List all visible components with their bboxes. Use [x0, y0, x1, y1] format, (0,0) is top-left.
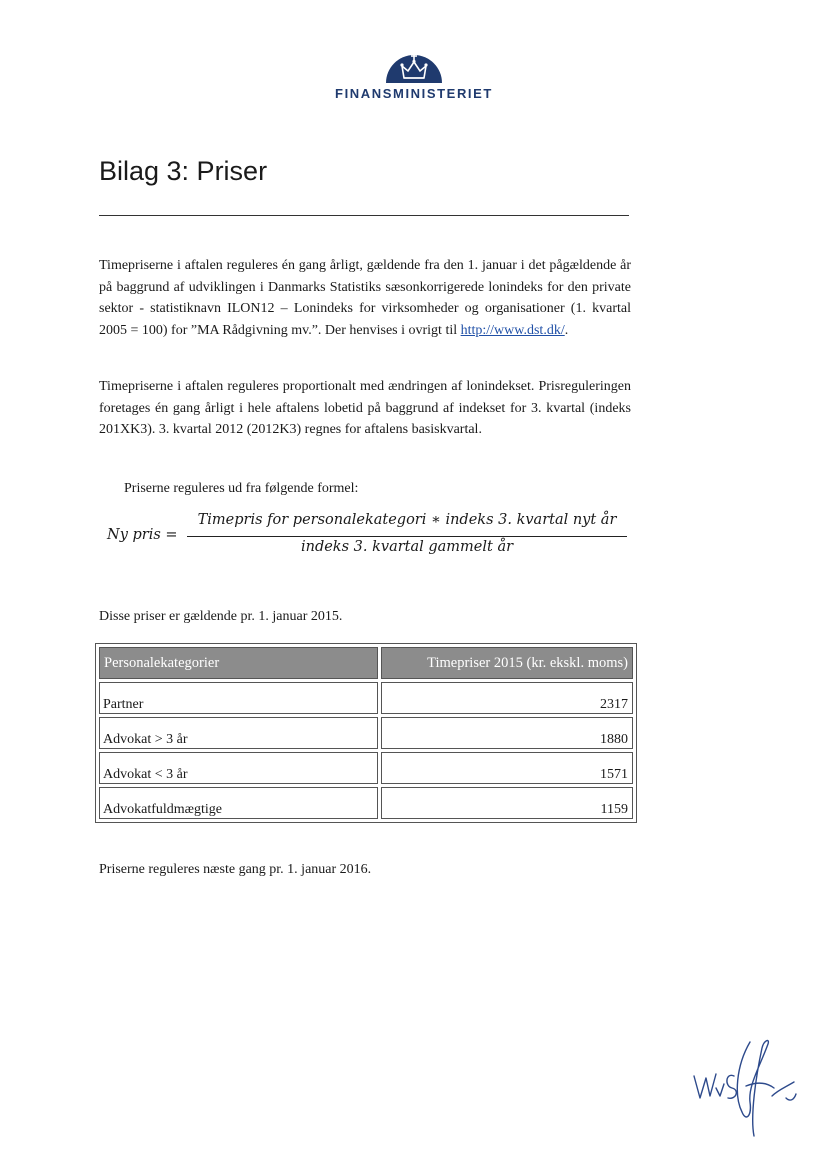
title-divider	[99, 215, 629, 216]
paragraph-formula-intro: Priserne reguleres ud fra følgende formel:	[124, 481, 359, 496]
row-price: 1880	[381, 717, 633, 749]
dst-link[interactable]: http://www.dst.dk/	[460, 322, 565, 338]
header-logo	[0, 48, 828, 101]
column-header-price: Timepriser 2015 (kr. ekskl. moms)	[381, 647, 633, 679]
formula-denominator: indeks 3. kvartal gammelt år	[300, 539, 514, 555]
price-formula	[107, 510, 627, 562]
table-header-row	[99, 647, 633, 679]
row-category: Advokat > 3 år	[99, 717, 378, 749]
row-price: 2317	[381, 682, 633, 714]
paragraph-end: .	[564, 322, 569, 338]
org-name: FINANSMINISTERIET	[335, 86, 493, 101]
crown-emblem-icon	[382, 48, 446, 84]
price-table	[95, 643, 637, 823]
table-row	[99, 717, 633, 749]
table-row	[99, 787, 633, 819]
row-price: 1159	[381, 787, 633, 819]
table-row	[99, 682, 633, 714]
row-category: Partner	[99, 682, 378, 714]
paragraph-proportional: Timepriserne i aftalen reguleres proportionalt med ændringen af lonindekset. Prisreguleringen foretages én gang årligt i hele aftalens lobetid på baggrund af indekset for 3. kvartal (indeks 201XK3). 3. kvartal 2012 (2012K3) regnes for aftalens basiskvartal.	[99, 379, 631, 437]
paragraph-next-regulation: Priserne reguleres næste gang pr. 1. januar 2016.	[99, 862, 372, 877]
table-row	[99, 752, 633, 784]
paragraph-valid-from: Disse priser er gældende pr. 1. januar 2015.	[99, 609, 343, 624]
paragraph-price-regulation	[99, 255, 631, 341]
column-header-category: Personalekategorier	[99, 647, 378, 679]
formula-numerator: Timepris for personalekategori ∗ indeks 3. kvartal nyt år	[197, 512, 617, 528]
formula-fraction-bar	[187, 536, 627, 537]
handwritten-signature-icon	[690, 1036, 810, 1146]
row-price: 1571	[381, 752, 633, 784]
row-category: Advokat < 3 år	[99, 752, 378, 784]
row-category: Advokatfuldmægtige	[99, 787, 378, 819]
page-title: Bilag 3: Priser	[99, 156, 268, 186]
paragraph-text: Timepriserne i aftalen reguleres én gang årligt, gældende fra den 1. januar i det pågældende år på baggrund af udviklingen i Danmarks Statistiks sæsonkorrigerede lonindeks for den private sektor - statistiknavn ILON12 – Lonindeks for virksomheder og organisationer (1. kvartal 2005 = 100) for ”MA Rådgivning mv.”. Der henvises i ovrigt til	[99, 258, 631, 338]
formula-lhs: Ny pris =	[107, 527, 178, 543]
